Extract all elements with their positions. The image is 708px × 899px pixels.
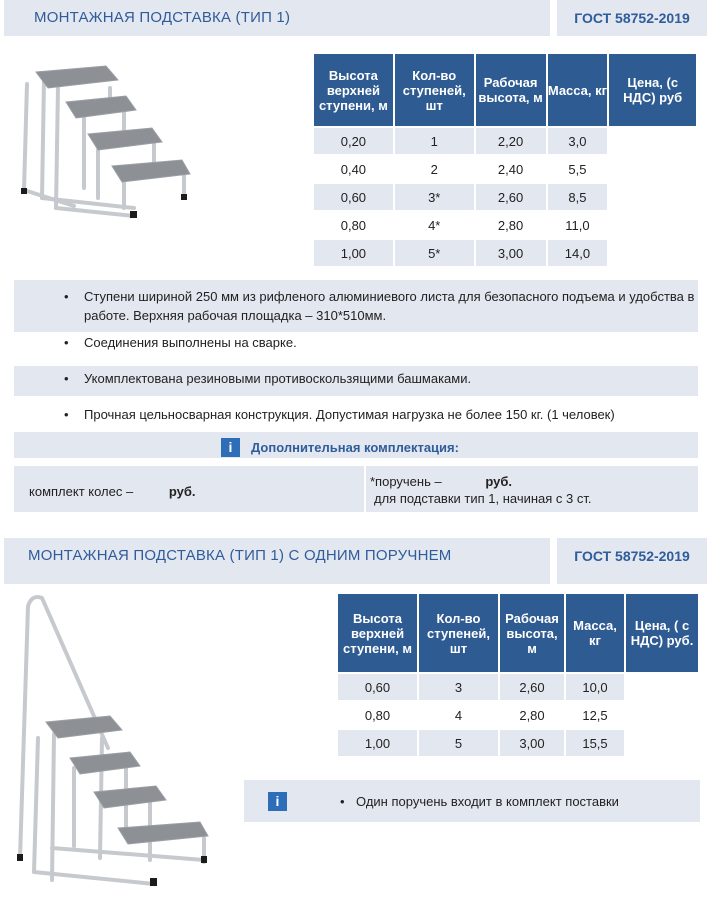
info-icon: i	[268, 792, 287, 811]
section1-title-bar	[4, 0, 550, 36]
table-row	[338, 674, 698, 700]
section1-gost	[557, 0, 707, 36]
bullet-icon: •	[340, 794, 345, 809]
feature-item	[64, 333, 696, 352]
price-cell	[626, 702, 698, 728]
handrail-note: для подставки тип 1, начиная с 3 ст.	[374, 491, 592, 506]
col-mass: Масса, кг	[548, 54, 608, 126]
cell: 12,5	[582, 707, 608, 723]
note-item	[340, 792, 696, 811]
cell: 1,00	[314, 240, 393, 266]
cell: 8,5	[548, 184, 608, 210]
price-cell	[609, 212, 696, 238]
cell: 2	[430, 161, 438, 177]
wheels-option	[29, 484, 195, 499]
cell: 0,60	[338, 674, 417, 700]
wheels-label: комплект колес –	[29, 484, 134, 499]
bullet-icon: •	[64, 407, 69, 422]
cell: 3,00	[500, 730, 564, 756]
col-work-height: Рабочая высота, м	[500, 594, 564, 672]
price-cell	[626, 674, 698, 700]
col-height: Высота верхней ступени, м	[338, 594, 417, 672]
col-steps: Кол-во ступеней, шт	[419, 594, 498, 672]
price-cell	[626, 730, 698, 756]
cell: 2,60	[476, 184, 546, 210]
col-height: Высота верхней ступени, м	[314, 54, 393, 126]
cell: 2,60	[500, 674, 564, 700]
handrail-price: руб.	[485, 474, 512, 489]
handrail-option	[370, 474, 512, 489]
section2-spec-table	[336, 592, 700, 758]
feature-text: Ступени шириной 250 мм из рифленого алюминиевого листа для безопасного подъема и удобства в работе. Верхняя рабочая площадка – 310*510мм.	[84, 289, 695, 323]
section1-spec-table	[312, 52, 698, 268]
cell: 1	[395, 128, 474, 154]
table-row	[314, 212, 696, 238]
cell: 3*	[395, 184, 474, 210]
section2-gost-text: ГОСТ 58752-2019	[574, 548, 690, 564]
col-work-height: Рабочая высота, м	[476, 54, 546, 126]
table-row	[338, 702, 698, 728]
bullet-icon: •	[64, 335, 69, 350]
note-text: Один поручень входит в комплект поставки	[356, 794, 619, 809]
cell: 1,00	[338, 730, 417, 756]
bullet-icon: •	[64, 289, 69, 304]
cell: 2,40	[497, 161, 524, 177]
cell: 2,80	[519, 707, 545, 723]
feature-item	[64, 405, 696, 424]
cell: 0,40	[340, 161, 367, 177]
section1-gost-text: ГОСТ 58752-2019	[574, 10, 690, 26]
step-stand-image	[14, 58, 194, 220]
cell: 5	[419, 730, 498, 756]
price-cell	[609, 128, 696, 154]
cell: 15,5	[566, 730, 624, 756]
section2-title: МОНТАЖНАЯ ПОДСТАВКА (ТИП 1) С ОДНИМ ПОРУЧНЕМ	[28, 547, 452, 564]
table-row	[338, 730, 698, 756]
cell: 0,60	[314, 184, 393, 210]
table-row	[314, 184, 696, 210]
feature-item	[64, 369, 696, 388]
cell: 5*	[395, 240, 474, 266]
feature-text: Укомплектована резиновыми противоскользящими башмаками.	[84, 371, 472, 386]
band-divider	[364, 466, 366, 512]
cell: 3	[419, 674, 498, 700]
cell: 0,80	[364, 707, 391, 723]
table-row	[314, 240, 696, 266]
cell: 3,0	[548, 128, 608, 154]
price-cell	[609, 240, 696, 266]
col-price: Цена, (с НДС) руб	[609, 54, 696, 126]
cell: 10,0	[566, 674, 624, 700]
cell: 11,0	[565, 217, 590, 233]
cell: 2,80	[497, 217, 524, 233]
additional-title: Дополнительная комплектация:	[251, 440, 459, 455]
feature-text: Прочная цельносварная конструкция. Допустимая нагрузка не более 150 кг. (1 человек)	[84, 407, 615, 422]
col-mass: Масса, кг	[566, 594, 624, 672]
cell: 0,20	[314, 128, 393, 154]
table-row	[314, 156, 696, 182]
handrail-label: *поручень –	[370, 474, 442, 489]
cell: 3,00	[476, 240, 546, 266]
cell: 14,0	[548, 240, 608, 266]
info-icon: i	[221, 438, 240, 457]
section2-gost	[557, 538, 707, 584]
cell: 0,80	[340, 217, 367, 233]
section2-title-bar	[4, 538, 550, 584]
cell: 4*	[428, 217, 441, 233]
bullet-icon: •	[64, 371, 69, 386]
col-steps: Кол-во ступеней, шт	[395, 54, 474, 126]
cell: 2,20	[476, 128, 546, 154]
feature-item	[64, 287, 696, 325]
col-price: Цена, ( с НДС) руб.	[626, 594, 698, 672]
step-stand-handrail-image	[14, 588, 214, 888]
price-cell	[609, 184, 696, 210]
table-row	[314, 128, 696, 154]
cell: 5,5	[568, 161, 587, 177]
price-cell	[609, 156, 696, 182]
section1-title: МОНТАЖНАЯ ПОДСТАВКА (ТИП 1)	[34, 9, 291, 26]
wheels-price: руб.	[168, 484, 196, 499]
cell: 4	[454, 707, 463, 723]
feature-text: Соединения выполнены на сварке.	[84, 335, 297, 350]
